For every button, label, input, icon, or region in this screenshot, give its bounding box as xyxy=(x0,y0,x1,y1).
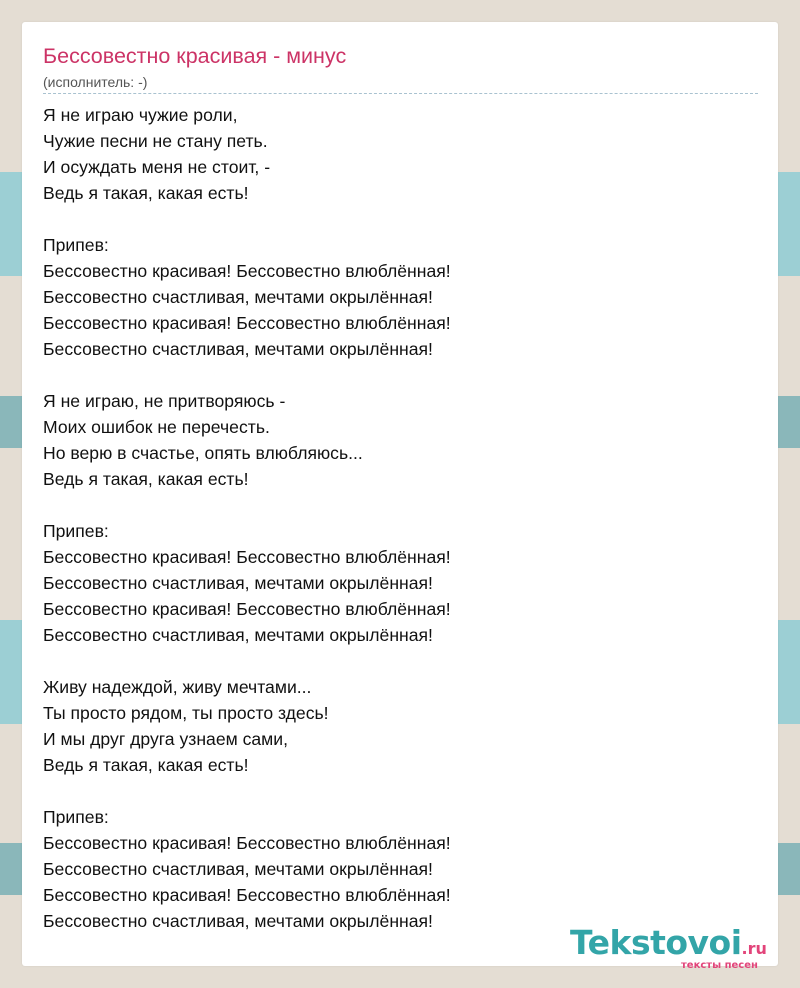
lyrics-stanza xyxy=(43,518,758,648)
artist-link[interactable]: - xyxy=(138,74,143,90)
title-divider xyxy=(43,93,758,94)
song-title: Бессовестно красивая - минус xyxy=(43,44,347,68)
lyric-line: Бессовестно красивая! Бессовестно влюблённая! xyxy=(43,313,451,333)
lyric-line: Бессовестно счастливая, мечтами окрылённая! xyxy=(43,625,433,645)
lyric-line: Бессовестно красивая! Бессовестно влюблённая! xyxy=(43,547,451,567)
lyric-line: Бессовестно счастливая, мечтами окрылённая! xyxy=(43,339,433,359)
lyric-line: Припев: xyxy=(43,521,109,541)
lyrics-stanza xyxy=(43,674,758,778)
lyric-line: Ведь я такая, какая есть! xyxy=(43,469,249,489)
lyric-line: И осуждать меня не стоит, - xyxy=(43,157,271,177)
lyric-line: Ты просто рядом, ты просто здесь! xyxy=(43,703,329,723)
lyric-line: Припев: xyxy=(43,235,109,255)
lyric-line: Бессовестно счастливая, мечтами окрылённая! xyxy=(43,859,433,879)
lyric-line: Я не играю, не притворяюсь - xyxy=(43,391,286,411)
lyric-line: Бессовестно красивая! Бессовестно влюблённая! xyxy=(43,885,451,905)
lyric-line: Я не играю чужие роли, xyxy=(43,105,238,125)
lyric-line: Бессовестно красивая! Бессовестно влюблённая! xyxy=(43,833,451,853)
logo-tagline: тексты песен xyxy=(681,960,758,971)
lyrics-card xyxy=(22,22,778,971)
lyrics-stanza xyxy=(43,388,758,492)
lyrics-stanza xyxy=(43,232,758,362)
lyric-line: Припев: xyxy=(43,807,109,827)
artist-line xyxy=(43,73,147,91)
lyric-line: Бессовестно красивая! Бессовестно влюблённая! xyxy=(43,261,451,281)
artist-prefix: (исполнитель: xyxy=(43,74,139,90)
lyric-line: Ведь я такая, какая есть! xyxy=(43,183,249,203)
lyric-line: Бессовестно счастливая, мечтами окрылённая! xyxy=(43,911,433,931)
logo-tld: .ru xyxy=(741,939,767,958)
lyric-line: Моих ошибок не перечесть. xyxy=(43,417,270,437)
lyric-line: Ведь я такая, какая есть! xyxy=(43,755,249,775)
lyric-line: Бессовестно счастливая, мечтами окрылённая! xyxy=(43,287,433,307)
lyric-line: Чужие песни не стану петь. xyxy=(43,131,268,151)
lyric-line: Но верю в счастье, опять влюбляюсь... xyxy=(43,443,363,463)
site-logo[interactable] xyxy=(570,923,800,983)
logo-name: Tekstovoi xyxy=(570,923,742,962)
lyric-line: Бессовестно красивая! Бессовестно влюблённая! xyxy=(43,599,451,619)
lyrics-text xyxy=(43,102,758,960)
lyrics-stanza xyxy=(43,804,758,934)
lyric-line: Живу надеждой, живу мечтами... xyxy=(43,677,312,697)
lyrics-stanza xyxy=(43,102,758,206)
artist-suffix: ) xyxy=(142,74,148,90)
lyric-line: И мы друг друга узнаем сами, xyxy=(43,729,288,749)
lyric-line: Бессовестно счастливая, мечтами окрылённая! xyxy=(43,573,433,593)
